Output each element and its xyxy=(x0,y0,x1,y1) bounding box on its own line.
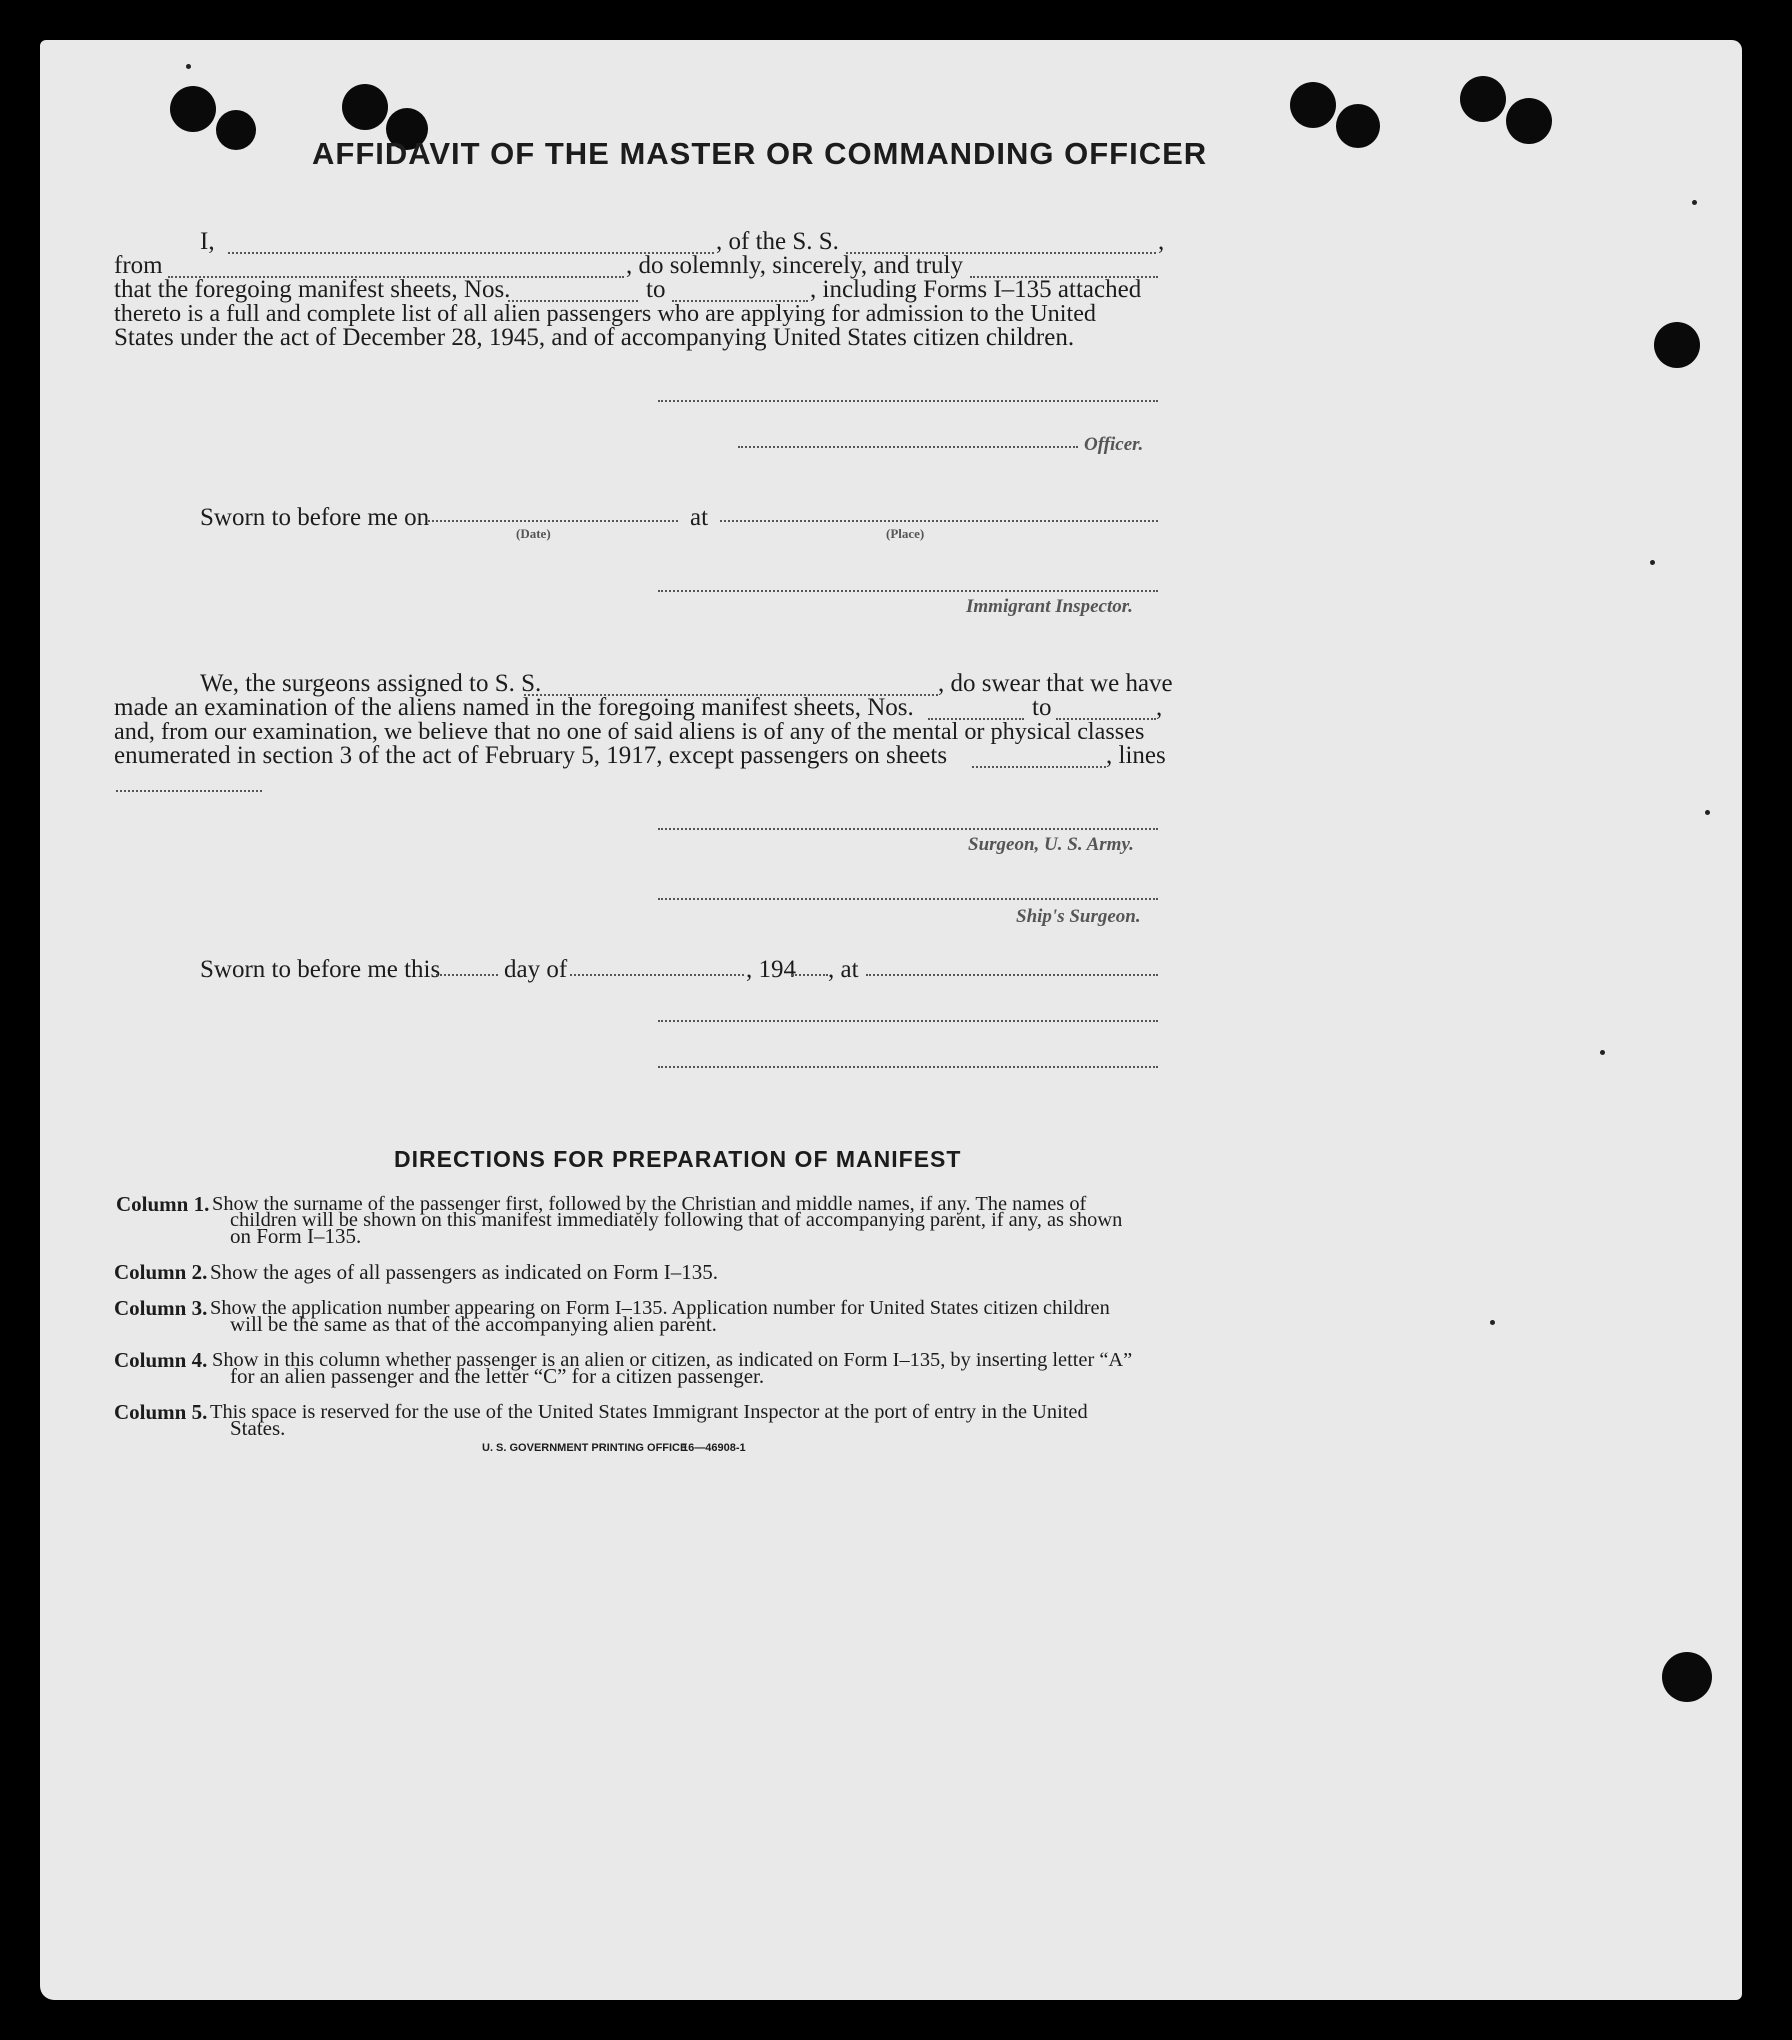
surgeon-text: made an examination of the aliens named in the foregoing manifest sheets, Nos. xyxy=(114,694,914,721)
affidavit-text: to xyxy=(646,276,666,303)
speck xyxy=(1692,200,1697,205)
surgeon-text: , lines xyxy=(1106,742,1166,769)
surgeon-text: We, the surgeons assigned to S. S. xyxy=(200,670,542,697)
punch-hole xyxy=(216,110,256,150)
surgeon-text: , do swear that we have xyxy=(938,670,1173,697)
column-5-text: States. xyxy=(230,1416,286,1440)
except-lines-blank xyxy=(116,790,262,792)
affidavit-text: , do solemnly, sincerely, and truly xyxy=(626,252,963,279)
officer-caption: Officer. xyxy=(1084,434,1144,455)
punch-hole xyxy=(1506,98,1552,144)
column-1-text: on Form I–135. xyxy=(230,1224,362,1248)
punch-hole xyxy=(170,86,216,132)
year-blank xyxy=(792,974,828,976)
sworn-text: Sworn to before me this xyxy=(200,956,441,983)
sworn-text: day of xyxy=(504,956,568,983)
place-blank xyxy=(866,974,1158,976)
column-5-label: Column 5. xyxy=(114,1400,208,1424)
column-5-text: This space is reserved for the use of the United States Immigrant Inspector at the port of entry in the United xyxy=(210,1401,1088,1423)
speck xyxy=(186,64,191,69)
punch-hole xyxy=(1336,104,1380,148)
column-1-label: Column 1. xyxy=(116,1192,210,1216)
document-page xyxy=(40,40,1742,2000)
sworn-text: at xyxy=(690,504,709,531)
ship-surgeon-caption: Ship's Surgeon. xyxy=(1016,906,1141,927)
except-sheets-blank xyxy=(972,766,1106,768)
affidavit-text: , xyxy=(1158,228,1165,255)
surgeon-text: to xyxy=(1032,694,1052,721)
speck xyxy=(1650,560,1655,565)
surgeon-text: enumerated in section 3 of the act of February 5, 1917, except passengers on sheets xyxy=(114,742,948,769)
column-1-text: children will be shown on this manifest immediately following that of accompanying parent, if any, as shown xyxy=(230,1209,1123,1231)
date-blank xyxy=(428,520,678,522)
punch-hole xyxy=(342,84,388,130)
sworn-text: , 194 xyxy=(746,956,796,983)
column-4-text: for an alien passenger and the letter “C” for a citizen passenger. xyxy=(230,1364,765,1388)
column-3-text: Show the application number appearing on Form I–135. Application number for United States citizen children xyxy=(210,1297,1110,1319)
signature-line xyxy=(658,1020,1158,1022)
inspector-signature-line xyxy=(658,590,1158,592)
affidavit-text: thereto is a full and complete list of all alien passengers who are applying for admission to the United xyxy=(114,300,1097,327)
speck xyxy=(1600,1050,1605,1055)
place-blank xyxy=(720,520,1158,522)
punch-hole xyxy=(1662,1652,1712,1702)
affidavit-text: States under the act of December 28, 1945, and of accompanying United States citizen children. xyxy=(114,324,1075,351)
column-2-label: Column 2. xyxy=(114,1260,208,1284)
affidavit-title: AFFIDAVIT OF THE MASTER OR COMMANDING OFFICER xyxy=(312,136,1208,171)
ship-surgeon-signature-line xyxy=(658,898,1158,900)
printing-office: U. S. GOVERNMENT PRINTING OFFICE xyxy=(482,1442,688,1454)
affidavit-text: , including Forms I–135 attached xyxy=(810,276,1142,303)
surgeon-text: and, from our examination, we believe that no one of said aliens is of any of the mental or physical classes xyxy=(114,718,1145,745)
place-caption: (Place) xyxy=(886,526,925,541)
column-4-text: Show in this column whether passenger is an alien or citizen, as indicated on Form I–135, by inserting letter “A” xyxy=(212,1349,1133,1371)
army-surgeon-signature-line xyxy=(658,828,1158,830)
month-blank xyxy=(570,974,744,976)
column-1-text: Show the surname of the passenger first, followed by the Christian and middle names, if any. The names of xyxy=(212,1193,1087,1215)
affidavit-text: , of the S. S. xyxy=(716,228,839,255)
day-blank xyxy=(436,974,498,976)
form-number: 16—46908-1 xyxy=(682,1442,746,1454)
directions-title: DIRECTIONS FOR PREPARATION OF MANIFEST xyxy=(394,1146,962,1172)
punch-hole xyxy=(1460,76,1506,122)
affidavit-text: from xyxy=(114,252,163,279)
column-3-text: will be the same as that of the accompanying alien parent. xyxy=(230,1312,717,1336)
sworn-text: , at xyxy=(828,956,859,983)
inspector-caption: Immigrant Inspector. xyxy=(966,596,1133,617)
date-caption: (Date) xyxy=(516,526,551,541)
officer-line xyxy=(738,446,1078,448)
affidavit-text: that the foregoing manifest sheets, Nos. xyxy=(114,276,511,303)
army-surgeon-caption: Surgeon, U. S. Army. xyxy=(968,834,1134,855)
speck xyxy=(1705,810,1710,815)
sworn-text: Sworn to before me on xyxy=(200,504,430,531)
speck xyxy=(1490,1320,1495,1325)
punch-hole xyxy=(1654,322,1700,368)
surgeon-text: , xyxy=(1156,694,1163,721)
column-2-text: Show the ages of all passengers as indicated on Form I–135. xyxy=(210,1260,718,1284)
signature-line xyxy=(658,1066,1158,1068)
column-4-label: Column 4. xyxy=(114,1348,208,1372)
punch-hole xyxy=(1290,82,1336,128)
signature-line xyxy=(658,400,1158,402)
column-3-label: Column 3. xyxy=(114,1296,208,1320)
affidavit-text: I, xyxy=(200,228,215,255)
